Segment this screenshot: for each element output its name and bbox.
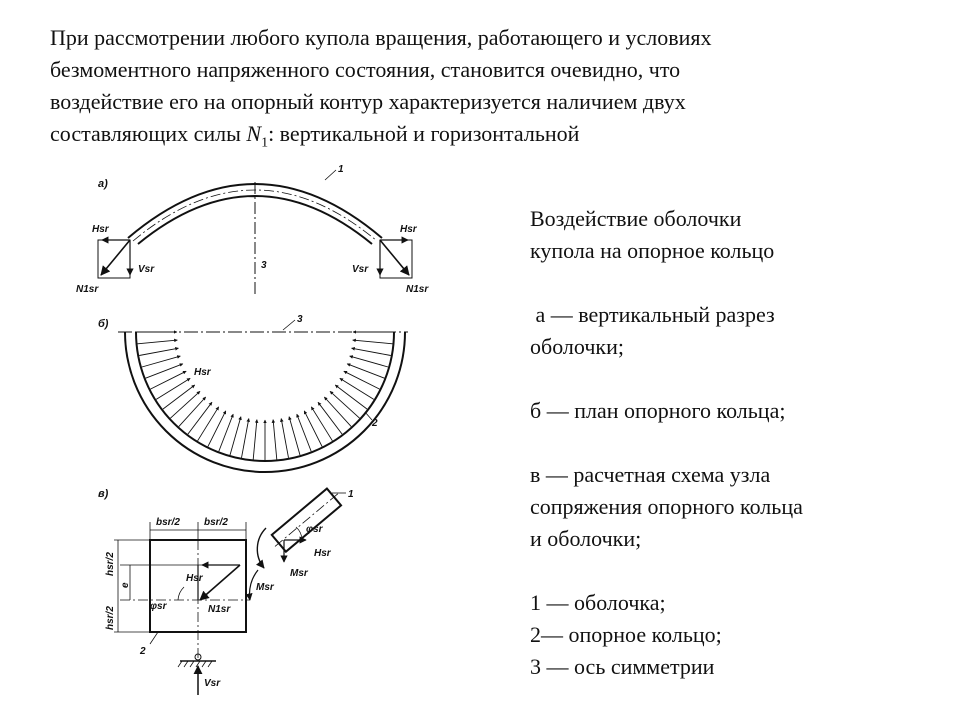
n1-sr-arrow-v xyxy=(200,565,240,600)
n1-sr-arrow-left xyxy=(101,240,130,275)
radial-force-arrow xyxy=(318,402,342,434)
dome-diagram xyxy=(70,160,500,700)
radial-force-arrow xyxy=(350,356,389,367)
h-sr-label-b: Hsr xyxy=(194,367,211,378)
caption-title-line-1: Воздействие оболочки xyxy=(530,206,742,231)
radial-force-arrow xyxy=(163,385,195,409)
caption-a-line-2: оболочки; xyxy=(530,334,624,359)
radial-force-arrow xyxy=(340,378,374,399)
caption-gap xyxy=(530,427,940,459)
number-1-label-v: 1 xyxy=(348,489,354,500)
force-symbol: N xyxy=(246,121,262,146)
intro-line-3: воздействие его на опорный контур характеризуется наличием двух xyxy=(50,89,686,114)
radial-force-arrow xyxy=(253,420,257,460)
radial-force-arrow xyxy=(281,419,288,458)
h-half-label-bottom: hsr/2 xyxy=(105,606,116,630)
radial-force-arrow xyxy=(198,407,219,441)
number-3-label-b: 3 xyxy=(297,314,303,325)
e-label: e xyxy=(120,582,131,588)
figure-caption xyxy=(530,203,940,683)
part-a-label: а) xyxy=(98,178,108,190)
n1-sr-label-left: N1sr xyxy=(76,284,99,295)
radial-force-arrow xyxy=(179,397,206,427)
caption-title-line-2: купола на опорное кольцо xyxy=(530,238,775,263)
radial-force-arrow xyxy=(352,348,391,355)
caption-item-3: 3 — ось симметрии xyxy=(530,654,715,679)
force-subscript: 1 xyxy=(261,135,269,151)
intro-line-1: При рассмотрении любого купола вращения, работающего и условиях xyxy=(50,25,712,50)
radial-force-arrow xyxy=(289,417,300,456)
v-sr-label-left: Vsr xyxy=(138,264,155,275)
v-sr-label-right: Vsr xyxy=(352,264,369,275)
n1-sr-arrow-right xyxy=(380,240,409,275)
b-half-label-1: bsr/2 xyxy=(156,517,180,528)
b-half-label-2: bsr/2 xyxy=(204,517,228,528)
radial-force-arrow xyxy=(230,417,241,456)
radial-force-arrow xyxy=(142,356,181,367)
caption-b-line: б — план опорного кольца; xyxy=(530,398,786,423)
h-sr-label-detail: Hsr xyxy=(314,548,331,559)
number-2-label-v: 2 xyxy=(140,646,146,657)
m-sr-label-section: Msr xyxy=(256,582,274,593)
h-sr-label-v: Hsr xyxy=(186,573,203,584)
phi-sr-label-detail: φsr xyxy=(306,524,323,535)
part-b-label: б) xyxy=(98,318,109,330)
caption-a-line-1: а — вертикальный разрез xyxy=(530,302,775,327)
phi-arc-v xyxy=(178,587,184,600)
shell-edge-detail xyxy=(268,483,347,554)
part-v-label: в) xyxy=(98,488,109,500)
radial-force-arrow xyxy=(242,419,249,458)
number-2-label-b: 2 xyxy=(372,418,378,429)
n1-sr-label-right: N1sr xyxy=(406,284,429,295)
leader-line-2 xyxy=(365,412,372,420)
leader-line-1 xyxy=(325,170,336,180)
section-a xyxy=(76,164,429,295)
section-v xyxy=(98,483,354,695)
radial-force-arrow xyxy=(170,391,200,418)
v-sr-label-v: Vsr xyxy=(204,678,221,689)
intro-line-4-start: составляющих силы xyxy=(50,121,247,146)
shell-edge-centerline xyxy=(275,492,340,547)
intro-line-2: безмоментного напряженного состояния, становится очевидно, что xyxy=(50,57,681,82)
h-half-label-top: hsr/2 xyxy=(105,552,116,576)
n1-sr-label-v: N1sr xyxy=(208,604,231,615)
caption-gap xyxy=(530,555,940,587)
m-sr-label-detail: Msr xyxy=(290,568,308,579)
radial-force-arrow xyxy=(324,397,351,427)
moment-arrow-detail xyxy=(257,528,266,568)
radial-force-arrow xyxy=(156,378,190,399)
phi-sr-label-v: φsr xyxy=(150,601,167,612)
radial-force-arrow xyxy=(311,407,332,441)
caption-item-1: 1 — оболочка; xyxy=(530,590,666,615)
number-1-label-a: 1 xyxy=(338,164,344,175)
section-b xyxy=(98,314,408,472)
caption-v-line-3: и оболочки; xyxy=(530,526,642,551)
support-hatching xyxy=(178,661,212,667)
leader-line-2-v xyxy=(150,632,158,644)
intro-paragraph xyxy=(50,22,930,159)
radial-force-arrow xyxy=(188,402,212,434)
intro-line-4-end: : вертикальной и горизонтальной xyxy=(268,121,580,146)
leader-line-3 xyxy=(283,320,295,330)
intro-line-4 xyxy=(50,118,930,159)
h-sr-label-right: Hsr xyxy=(400,224,417,235)
radial-force-arrow xyxy=(273,420,277,460)
caption-v-line-2: сопряжения опорного кольца xyxy=(530,494,803,519)
radial-force-arrow xyxy=(335,385,367,409)
caption-item-2: 2— опорное кольцо; xyxy=(530,622,722,647)
caption-gap xyxy=(530,267,940,299)
number-3-label-a: 3 xyxy=(261,260,267,271)
dome-drawing xyxy=(70,160,500,700)
caption-v-line-1: в — расчетная схема узла xyxy=(530,462,771,487)
h-sr-label-left: Hsr xyxy=(92,224,109,235)
caption-gap xyxy=(530,363,940,395)
radial-force-arrow xyxy=(139,348,178,355)
radial-force-arrow xyxy=(138,340,178,344)
radial-force-arrow xyxy=(353,340,393,344)
radial-force-arrow xyxy=(330,391,360,418)
